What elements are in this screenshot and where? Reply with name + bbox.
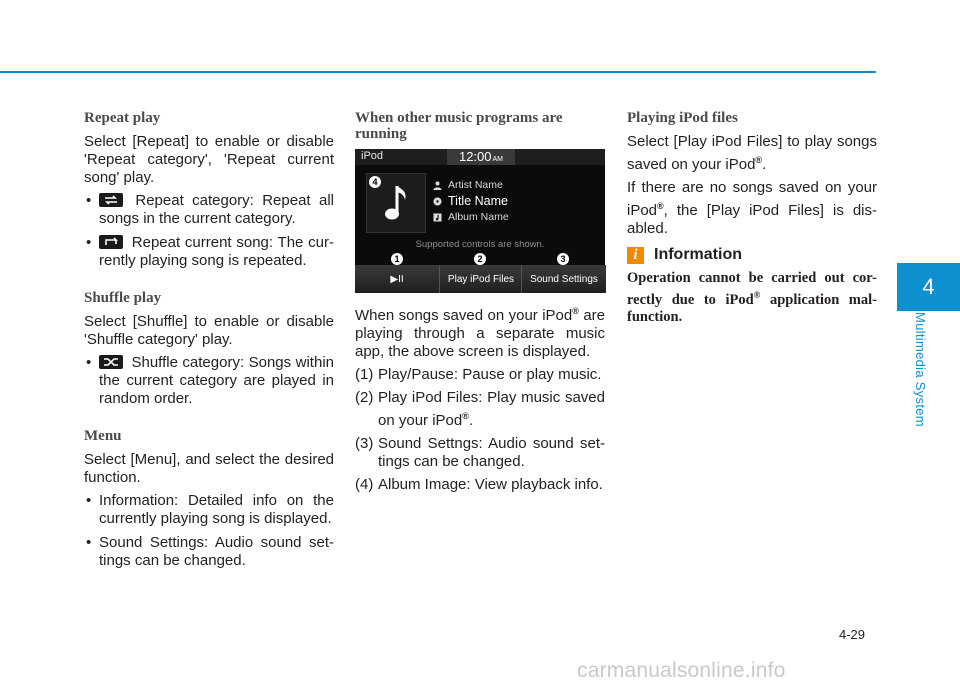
sound-settings-button[interactable]: Sound Settings (521, 265, 606, 293)
title-row: Title Name (433, 194, 508, 208)
top-rule (0, 71, 876, 73)
controls-list (355, 366, 605, 494)
other-programs-heading: When other music programs are running (355, 110, 563, 142)
menu-list (84, 492, 334, 570)
chapter-tab: 4 (897, 263, 960, 311)
information-header (627, 246, 877, 264)
supported-controls-text: Supported controls are shown. (415, 239, 545, 250)
callout-2: 2 (474, 253, 486, 265)
list-item: • Information: Detailed info on the currently playing song is displayed. (86, 492, 334, 527)
disc-icon (433, 197, 442, 206)
menu-heading: Menu (84, 428, 122, 444)
column-right (627, 110, 877, 326)
screen-clock: 12:00AM (447, 149, 515, 165)
screen-description: When songs saved on your iPod® are playing through a separate music app, the above screen is displayed. (355, 306, 605, 360)
artist-row: Artist Name (433, 179, 503, 191)
repeat-category-icon (99, 193, 123, 207)
repeat-body: Select [Repeat] to enable or disable 'Repeat category', 'Repeat current song' play. (84, 133, 334, 186)
repeat-song-icon (99, 235, 123, 249)
shuffle-icon (99, 355, 123, 369)
list-item: (4) Album Image: View playback info. (355, 476, 603, 493)
shuffle-body: Select [Shuffle] to enable or disable 'Shuffle category' play. (84, 313, 334, 348)
list-item: (1) Play/Pause: Pause or play music. (355, 366, 602, 383)
playing-ipod-heading: Playing iPod files (627, 110, 738, 126)
repeat-list (84, 192, 334, 270)
play-ipod-files-button[interactable]: Play iPod Files (439, 265, 522, 293)
info-icon: i (627, 247, 644, 264)
list-item: • Sound Settings: Audio sound set-tings can be changed. (86, 534, 334, 569)
shuffle-list (84, 354, 334, 408)
chapter-side-title: Multimedia System (913, 312, 928, 427)
list-item: • Repeat category: Repeat all songs in the current category. (86, 192, 334, 227)
repeat-heading: Repeat play (84, 110, 161, 126)
album-icon (433, 213, 442, 222)
callout-1: 1 (391, 253, 403, 265)
ipod-screen (355, 149, 605, 293)
list-item: (3) Sound Settngs: Audio sound set-tings can be changed. (355, 435, 605, 470)
screen-source-label: iPod (361, 150, 384, 162)
information-title: Information (654, 246, 742, 263)
callout-3: 3 (557, 253, 569, 265)
play-files-paragraph: Select [Play iPod Files] to play songs saved on your iPod®. (627, 133, 877, 173)
menu-body: Select [Menu], and select the desired function. (84, 451, 334, 486)
callout-4: 4 (369, 176, 381, 188)
watermark: carmanualsonline.info (577, 659, 786, 682)
list-item: (2) Play iPod Files: Play music saved on your iPod®. (355, 389, 605, 429)
column-middle (355, 110, 605, 499)
shuffle-heading: Shuffle play (84, 290, 162, 306)
album-row: Album Name (433, 211, 509, 223)
artist-icon (433, 181, 442, 190)
page-number: 4-29 (839, 627, 866, 642)
column-left (84, 110, 334, 576)
list-item: • Shuffle category: Songs within the current category are played in random order. (86, 354, 334, 407)
information-text: Operation cannot be carried out cor-rectly due to iPod® application mal-function. (627, 270, 877, 325)
list-item: • Repeat current song: The cur-rently playing song is repeated. (86, 234, 334, 269)
no-songs-paragraph: If there are no songs saved on your iPod®, the [Play iPod Files] is dis-abled. (627, 179, 877, 237)
play-pause-button[interactable]: ▶II (355, 265, 439, 293)
